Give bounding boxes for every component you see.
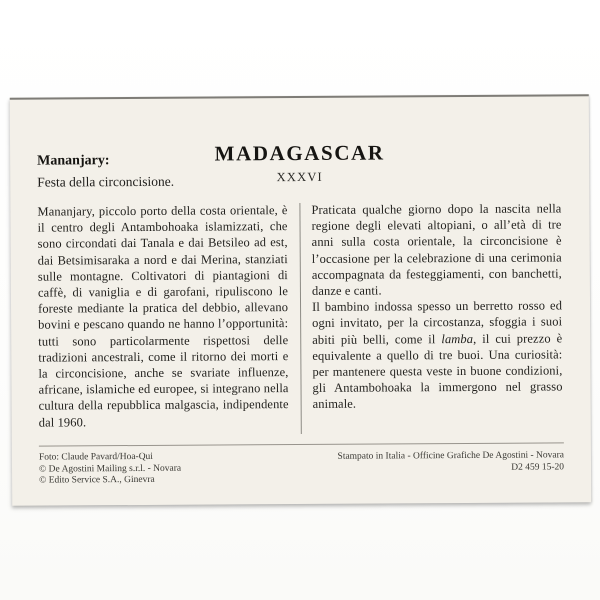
right-column-paragraph-2 [312,298,563,413]
printer-credit: Stampato in Italia - Officine Grafiche De Agostini - Novara [337,450,564,462]
card-header [10,96,590,204]
right-column-paragraph-1: Praticata qualche giorno dopo la nascita nella regione degli elevati altopiani, o all’età di tre anni sulla costa orientale, la circoncisione è l’occasione per la celebrazione di una cerimonia accompagnata da festeggiamenti, con banchetti, danze e canti. [311,201,562,298]
card-title: MADAGASCAR [214,140,385,166]
copyright-line-1: © De Agostini Mailing s.r.l. - Novara [38,463,182,475]
heading-block [37,152,287,191]
series-number: XXXVI [276,169,323,185]
subject-heading: Festa della circoncisione. [37,173,175,190]
left-column-paragraph: Mananjary, piccolo porto della costa orientale, è il centro degli Antambohoaka islamizzati, che sono circondati dai Tanala e dai Betsileo ad est, dai Betsimisaraka a nord e dai Merina, stanziati sulle montagne. Coltivatori di piantagioni di caffè, di vaniglia e di garofani, ripuliscono le foreste mediante la pratica del debbio, allevano bovini e pescano quando ne hanno l’opportunità: tutti sono particolarmente rispettosi delle tradizioni ancestrali, come il ritorno dei morti e la circoncisione, anche se svariate influenze, africane, islamiche ed europee, si integrano nella cultura della repubblica malgascia, indipendente dal 1960. [37,203,289,430]
body-columns [37,200,563,435]
postcard-back [10,94,591,506]
footer-rule [39,442,564,446]
copyright-line-2: © Edito Service S.A., Ginevra [39,474,155,486]
location-heading: Mananjary: [37,153,110,169]
right-column [311,200,562,434]
catalog-code: D2 459 15-20 [511,461,565,473]
card-footer [39,449,564,487]
right-paragraph-2-text-cont: , il cui prezzo è equivalente a quello di tre buoi. Una curiosità: per mantenere questa veste in buone condizioni, gli Antambohoaka la immergono nel grasso animale. [312,331,563,412]
left-column [37,202,288,436]
credits-left-block [39,452,181,487]
column-divider [299,203,301,434]
lamba-italic-term: lamba [441,331,474,346]
credits-right-block [337,449,564,474]
photo-credit: Foto: Claude Pavard/Hoa-Qui [38,451,153,463]
right-paragraph-2-text: Il bambino indossa spesso un berretto rosso ed ogni invitato, per la circostanza, sfoggia i suoi abiti più belli, come il [312,298,563,347]
